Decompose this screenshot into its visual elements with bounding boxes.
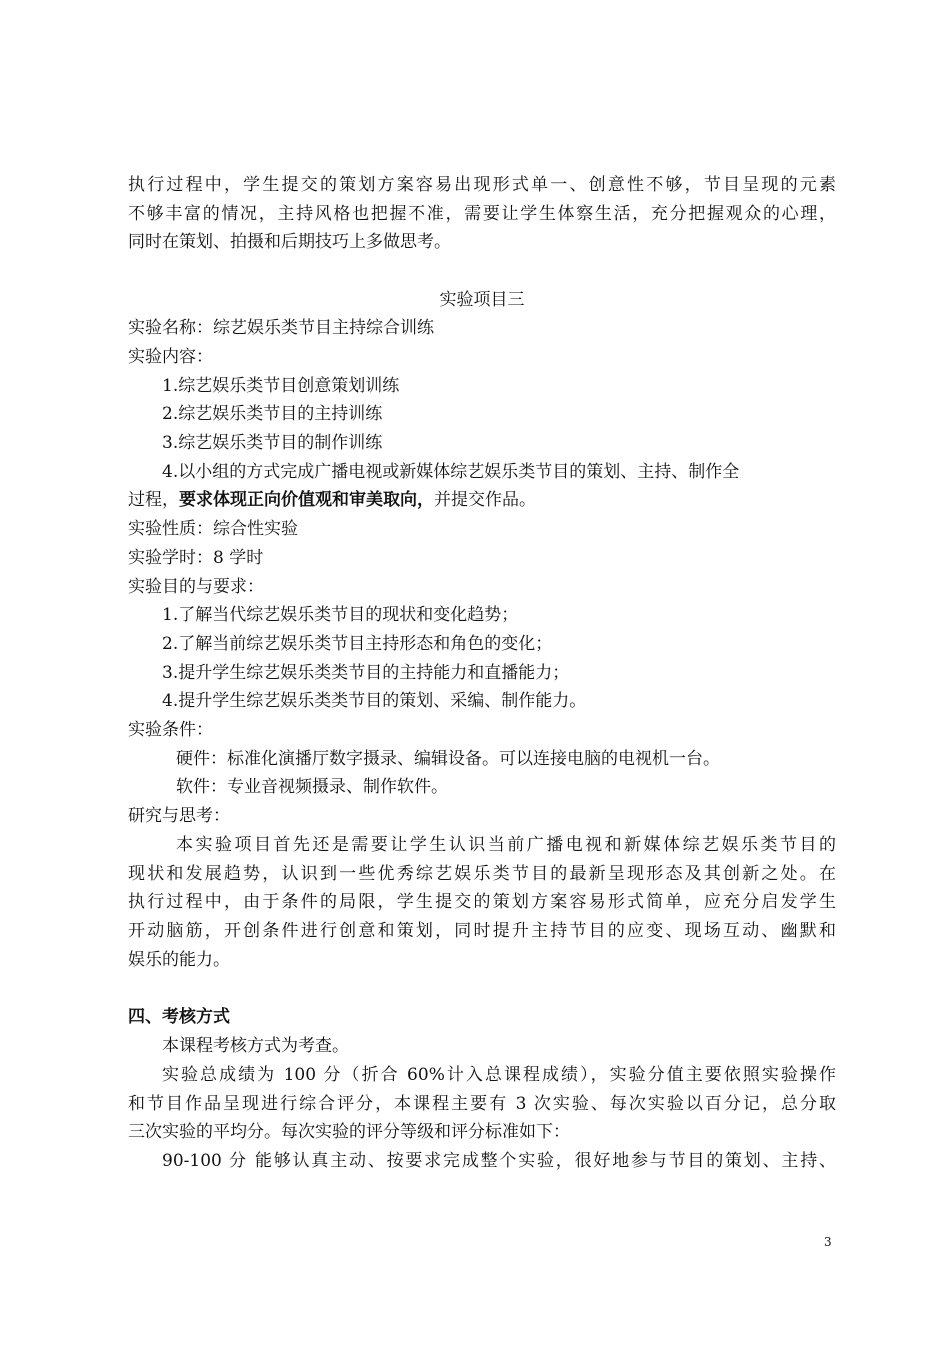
- content-item: 1.综艺娱乐类节目创意策划训练: [162, 376, 400, 396]
- project-name: 实验名称：综艺娱乐类节目主持综合训练: [128, 318, 434, 338]
- goal-item: 3.提升学生综艺娱乐类类节目的主持能力和直播能力；: [162, 663, 570, 683]
- hardware-condition: 硬件：标准化演播厅数字摄录、编辑设备。可以连接电脑的电视机一台。: [176, 749, 720, 769]
- assessment-line: 和节目作品呈现进行综合评分，本课程主要有 3 次实验、每次实验以百分记，总分取: [128, 1094, 836, 1114]
- content-text: 过程，: [128, 490, 179, 510]
- content-item: 3.综艺娱乐类节目的制作训练: [162, 433, 383, 453]
- assessment-line: 90-100 分 能够认真主动、按要求完成整个实验，很好地参与节目的策划、主持、: [162, 1151, 836, 1171]
- paragraph-line: 不够丰富的情况，主持风格也把握不准，需要让学生体察生活，充分把握观众的心理，: [128, 204, 836, 224]
- content-item: 4.以小组的方式完成广播电视或新媒体综艺娱乐类节目的策划、主持、制作全: [162, 462, 740, 482]
- content-label: 实验内容：: [128, 347, 213, 367]
- research-line: 娱乐的能力。: [128, 950, 230, 970]
- content-item: 2.综艺娱乐类节目的主持训练: [162, 404, 383, 424]
- content-item-continuation: [128, 486, 536, 514]
- research-line: 现状和发展趋势，认识到一些优秀综艺娱乐类节目的最新呈现形态及其创新之处。在: [128, 864, 836, 884]
- assessment-line: 实验总成绩为 100 分（折合 60%计入总课程成绩），实验分值主要依照实验操作: [162, 1065, 836, 1085]
- goal-item: 4.提升学生综艺娱乐类类节目的策划、采编、制作能力。: [162, 691, 587, 711]
- content-text: 并提交作品。: [434, 490, 536, 510]
- goal-item: 1.了解当代综艺娱乐类节目的现状和变化趋势；: [162, 605, 519, 625]
- experiment-hours: 实验学时：8 学时: [128, 548, 264, 568]
- section-heading: 四、考核方式: [128, 1007, 230, 1027]
- research-line: 本实验项目首先还是需要让学生认识当前广播电视和新媒体综艺娱乐类节目的: [176, 835, 836, 855]
- conditions-label: 实验条件：: [128, 720, 213, 740]
- software-condition: 软件：专业音视频摄录、制作软件。: [176, 777, 448, 797]
- goals-label: 实验目的与要求：: [128, 577, 264, 597]
- goal-item: 2.了解当前综艺娱乐类节目主持形态和角色的变化；: [162, 634, 553, 654]
- experiment-nature: 实验性质：综合性实验: [128, 519, 298, 539]
- research-label: 研究与思考：: [128, 806, 230, 826]
- page-number: 3: [824, 1235, 832, 1249]
- research-line: 开动脑筋，开创条件进行创意和策划，同时提升主持节目的应变、现场互动、幽默和: [128, 921, 836, 941]
- emphasis-text: 要求体现正向价值观和审美取向，: [179, 490, 434, 510]
- research-line: 执行过程中，由于条件的局限，学生提交的策划方案容易形式简单，应充分启发学生: [128, 892, 836, 912]
- paragraph-line: 同时在策划、拍摄和后期技巧上多做思考。: [128, 232, 451, 252]
- paragraph-line: 执行过程中，学生提交的策划方案容易出现形式单一、创意性不够，节目呈现的元素: [128, 175, 836, 195]
- assessment-line: 本课程考核方式为考查。: [162, 1036, 349, 1056]
- project-title: 实验项目三: [439, 290, 525, 310]
- assessment-line: 三次实验的平均分。每次实验的评分等级和评分标准如下：: [128, 1122, 570, 1142]
